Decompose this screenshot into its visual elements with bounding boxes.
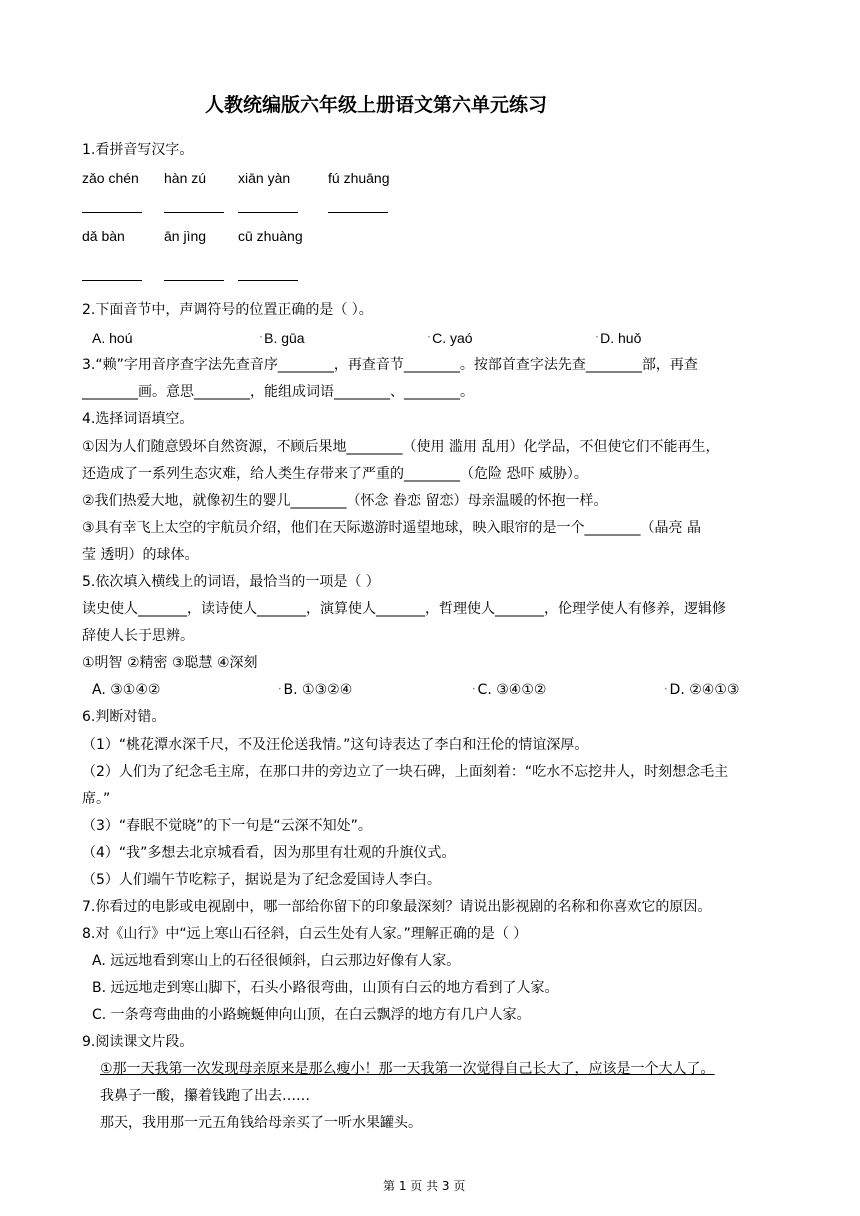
- q1-pinyin-4: fú zhuāng: [328, 170, 390, 186]
- q2-option-c[interactable]: • C. yaó: [428, 330, 473, 346]
- q1-blank-1[interactable]: [82, 198, 142, 219]
- q2-stem: 2.下面音节中，声调符号的位置正确的是（ ）。: [82, 302, 373, 318]
- q5-stem: 5.依次填入横线上的词语，最恰当的一项是（ ）: [82, 574, 380, 590]
- q1-pinyin-3: xiān yàn: [238, 170, 291, 186]
- q6-item-2-cont: 席。”: [82, 791, 111, 807]
- q8-option-b[interactable]: B. 远远地走到寒山脚下，石头小路很弯曲，山顶有白云的地方看到了人家。: [92, 980, 559, 996]
- q5-option-c[interactable]: • C. ③④①②: [472, 682, 547, 698]
- q1-blank-5[interactable]: [82, 266, 142, 287]
- q4-line-5: 莹 透明）的球体。: [82, 547, 199, 563]
- q6-item-1: （1）“桃花潭水深千尺，不及汪伦送我情。”这句诗表达了李白和汪伦的情谊深厚。: [82, 737, 589, 753]
- q4-line-1: ①因为人们随意毁坏自然资源，不顾后果地________（使用 滥用 乱用）化学品，不但使它们不能再生，: [82, 439, 720, 455]
- q7-stem: 7.你看过的电影或电视剧中，哪一部给你留下的印象最深刻？请说出影视剧的名称和你喜欢它的原因。: [82, 899, 712, 915]
- q1-blank-2[interactable]: [164, 198, 224, 219]
- q8-option-c[interactable]: C. 一条弯弯曲曲的小路蜿蜒伸向山顶，在白云飘浮的地方有几户人家。: [92, 1007, 531, 1023]
- q1-stem: 1.看拼音写汉字。: [82, 142, 194, 158]
- q4-stem: 4.选择词语填空。: [82, 411, 194, 427]
- page-number-footer: 第 1 页 共 3 页: [383, 1179, 466, 1193]
- q1-pinyin-6: ān jìng: [164, 228, 207, 244]
- option-marker-icon: •: [428, 335, 431, 341]
- q9-passage-line-3: 那天，我用那一元五角钱给母亲买了一听水果罐头。: [100, 1115, 422, 1131]
- q1-blank-6[interactable]: [164, 266, 224, 287]
- q4-line-4: ③具有幸飞上太空的宇航员介绍，他们在天际遨游时遥望地球，映入眼帘的是一个________（晶亮 晶: [82, 520, 701, 536]
- q1-blank-7[interactable]: [238, 266, 298, 287]
- q2-option-b[interactable]: • B. gūa: [260, 330, 305, 346]
- q8-option-a[interactable]: A. 远远地看到寒山上的石径很倾斜，白云那边好像有人家。: [92, 953, 461, 969]
- q5-line-2: 辞使人长于思辨。: [82, 628, 194, 644]
- option-marker-icon: •: [278, 686, 282, 693]
- q5-word-list: ①明智 ②精密 ③聪慧 ④深刻: [82, 655, 258, 671]
- q6-stem: 6.判断对错。: [82, 709, 166, 725]
- q1-pinyin-7: cū zhuàng: [238, 228, 303, 244]
- document-title: 人教统编版六年级上册语文第六单元练习: [205, 94, 548, 116]
- q9-stem: 9.阅读课文片段。: [82, 1034, 194, 1050]
- option-marker-icon: •: [664, 686, 668, 693]
- q3-line-2: ________画。意思________，能组成词语________、________。: [82, 384, 474, 400]
- q4-line-3: ②我们热爱大地，就像初生的婴儿________（怀念 眷恋 留恋）母亲温暖的怀抱一样。: [82, 493, 608, 509]
- q3-line-1: 3.“赖”字用音序查字法先查音序________，再查音节________。按部首查字法先查________部，再查: [82, 357, 698, 373]
- q1-blank-3[interactable]: [238, 198, 298, 219]
- q6-item-5: （5）人们端午节吃粽子，据说是为了纪念爱国诗人李白。: [82, 872, 441, 888]
- q5-option-a[interactable]: A. ③①④②: [92, 682, 161, 698]
- q6-item-4: （4）“我”多想去北京城看看，因为那里有壮观的升旗仪式。: [82, 845, 456, 861]
- q4-line-2: 还造成了一系列生态灾难，给人类生存带来了严重的________（危险 恐吓 威胁）。: [82, 466, 588, 482]
- q9-passage-sentence-1: ①那一天我第一次发现母亲原来是那么瘦小！那一天我第一次觉得自己长大了，应该是一个大人了。: [100, 1061, 715, 1077]
- q2-option-a[interactable]: A. hoú: [92, 330, 133, 346]
- q1-blank-4[interactable]: [328, 198, 388, 219]
- q6-item-2: （2）人们为了纪念毛主席，在那口井的旁边立了一块石碑，上面刻着：“吃水不忘挖井人，时刻想念毛主: [82, 764, 729, 780]
- q5-option-d[interactable]: • D. ②④①③: [664, 682, 740, 698]
- q2-option-d[interactable]: • D. huǒ: [596, 330, 642, 346]
- q8-stem: 8.对《山行》中“远上寒山石径斜，白云生处有人家。”理解正确的是（ ）: [82, 926, 528, 942]
- option-marker-icon: •: [596, 335, 599, 341]
- q5-line-1: 读史使人_______，读诗使人_______，演算使人_______，哲理使人_______，伦理学使人有修养，逻辑修: [82, 601, 726, 617]
- q1-pinyin-2: hàn zú: [164, 170, 207, 186]
- q1-pinyin-1: zǎo chén: [82, 170, 139, 186]
- q5-option-b[interactable]: • B. ①③②④: [278, 682, 353, 698]
- option-marker-icon: •: [472, 686, 476, 693]
- q6-item-3: （3）“春眠不觉晓”的下一句是“云深不知处”。: [82, 818, 372, 834]
- q9-passage-line-2: 我鼻子一酸，攥着钱跑了出去……: [100, 1088, 310, 1104]
- q1-pinyin-5: dǎ bàn: [82, 228, 125, 244]
- option-marker-icon: •: [260, 335, 263, 341]
